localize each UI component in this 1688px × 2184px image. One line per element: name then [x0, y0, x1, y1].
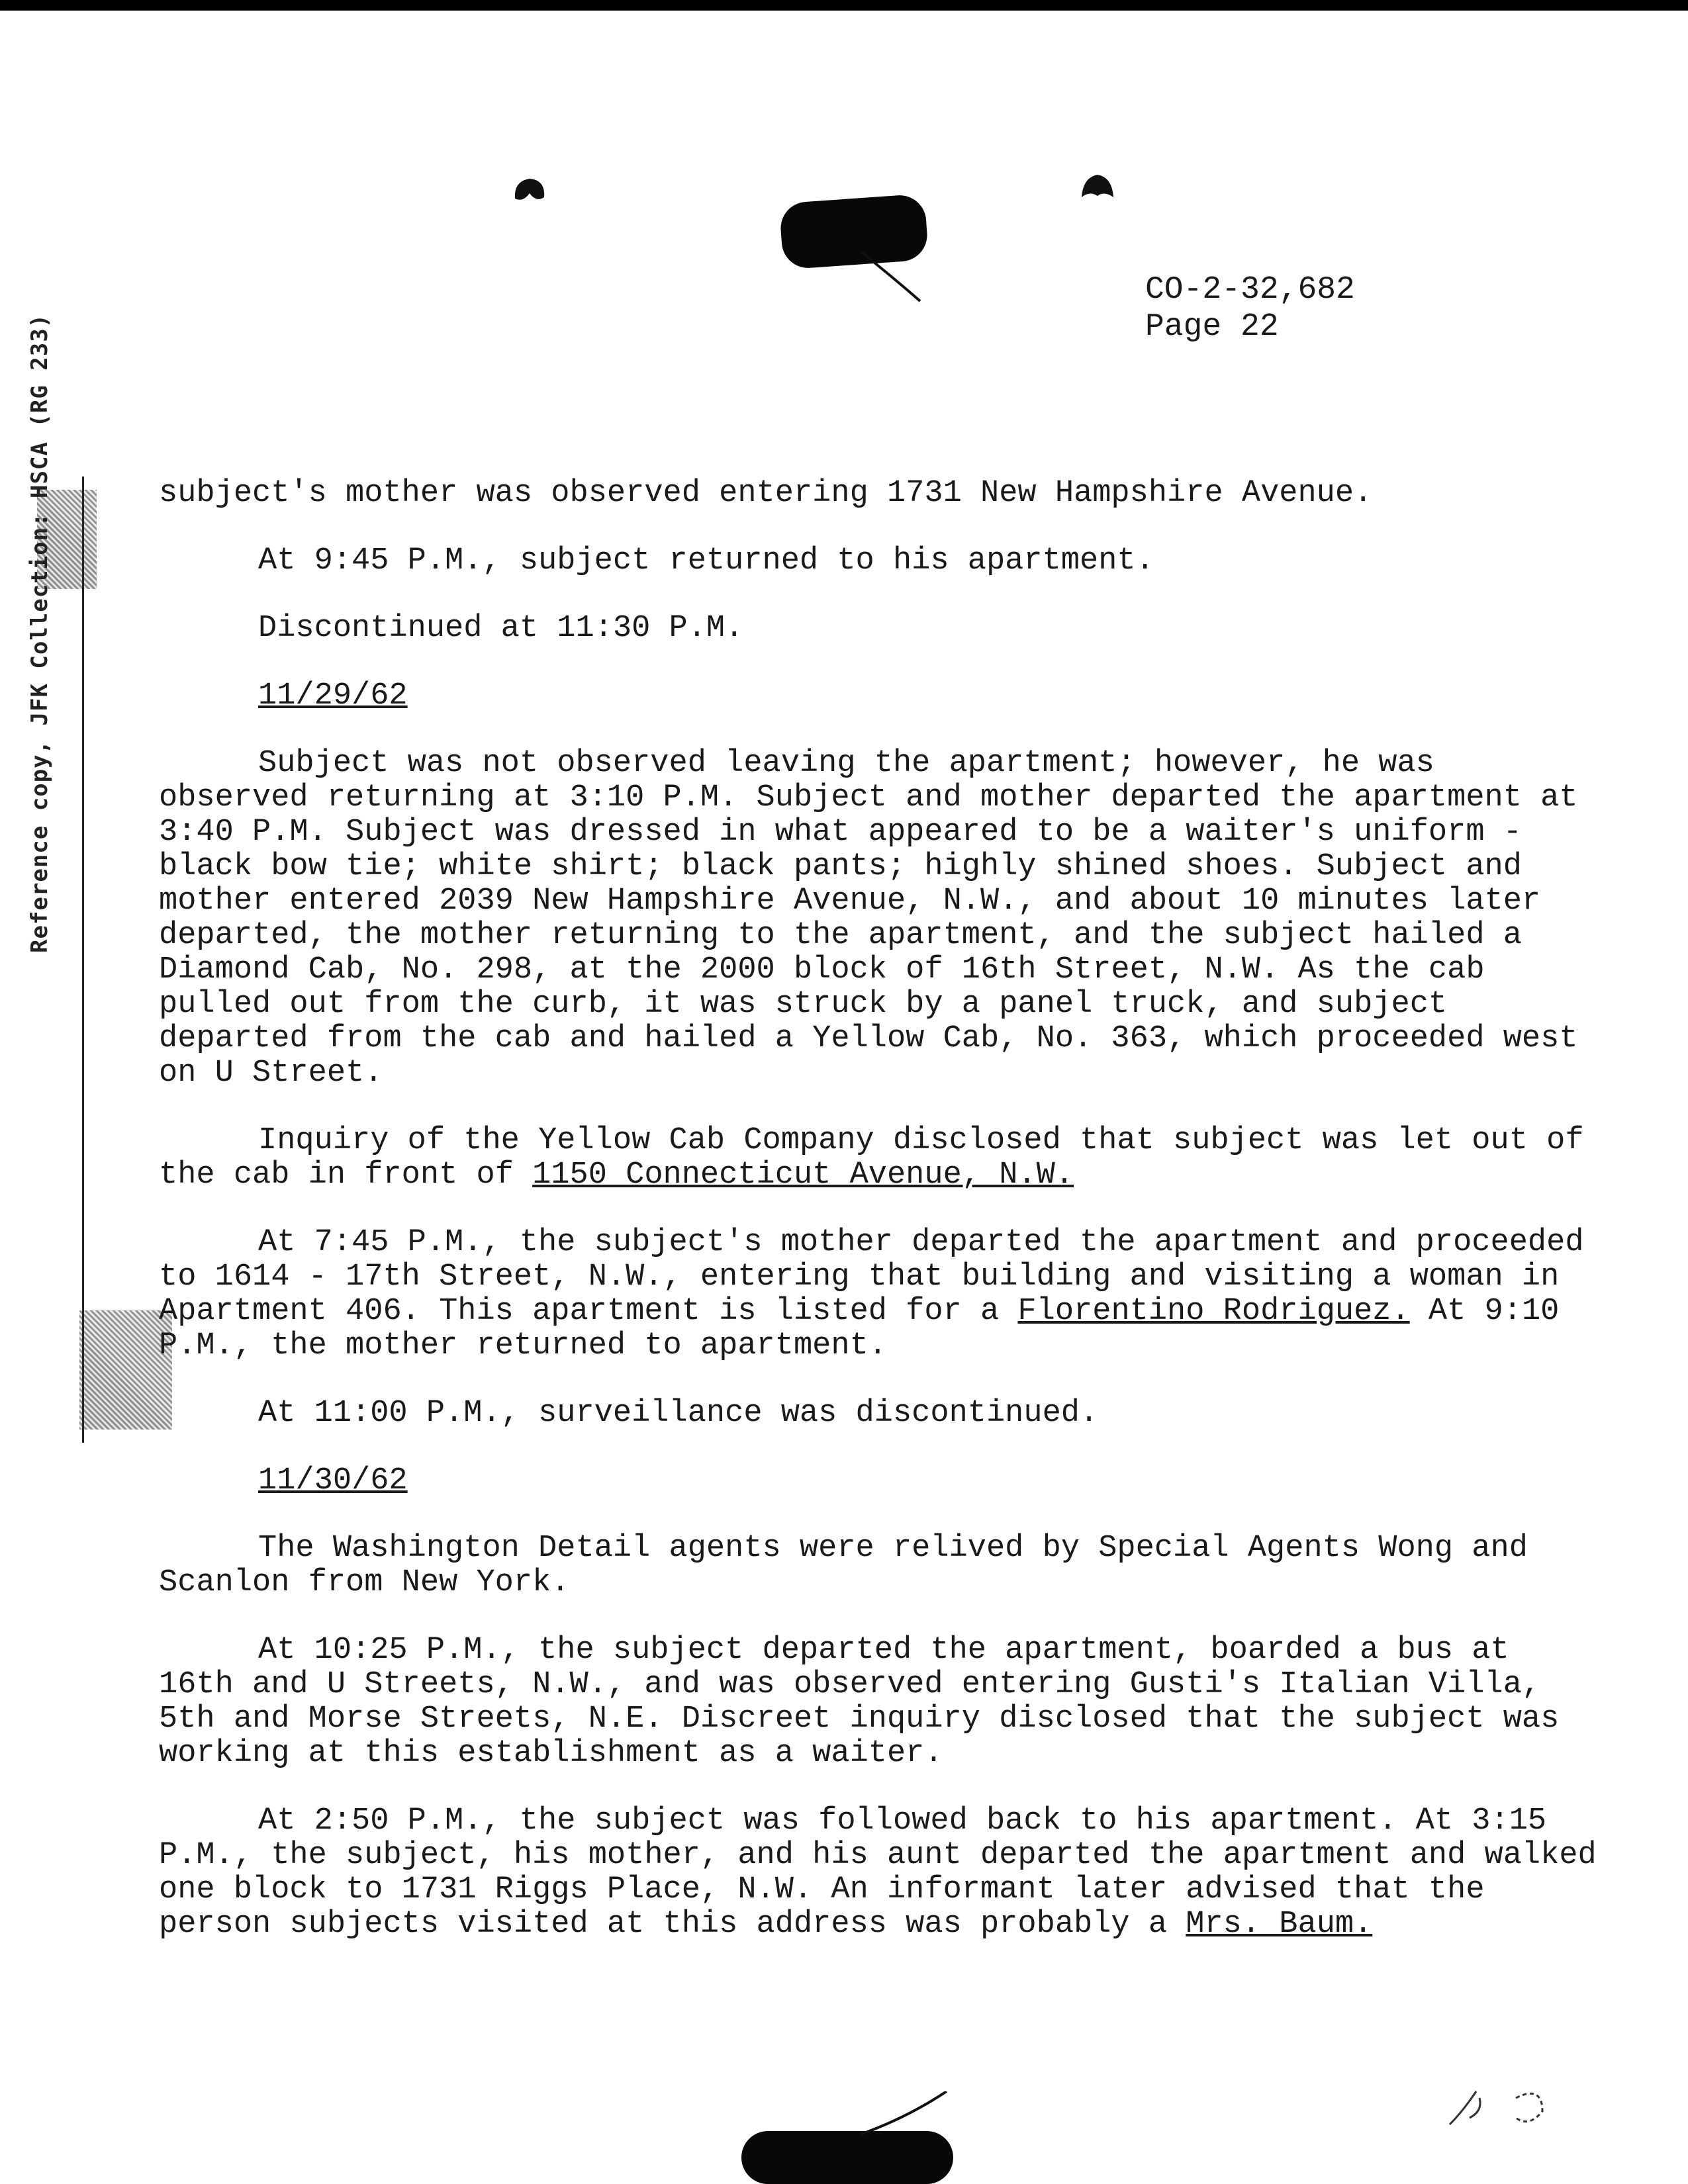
- paragraph: [159, 1226, 1602, 1363]
- date-heading: 11/30/62: [258, 1463, 408, 1498]
- paragraph: subject's mother was observed entering 1731 New Hampshire Avenue.: [159, 476, 1373, 511]
- redaction-mark-bottom: [741, 2131, 953, 2184]
- paragraph: [159, 1124, 1602, 1193]
- punch-hole-mark-left: [510, 173, 549, 206]
- punch-hole-mark-right: [1078, 171, 1117, 204]
- underlined-name: Mrs. Baum.: [1186, 1907, 1373, 1942]
- underlined-name: Florentino Rodriguez.: [1017, 1294, 1410, 1329]
- document-header: [1145, 271, 1355, 345]
- paragraph-text: At 9:10 P.M., the mother returned to apartment.: [159, 1294, 1560, 1363]
- paragraph: At 9:45 P.M., subject returned to his apartment.: [258, 543, 1154, 578]
- archival-stamp-text: Reference copy, JFK Collection: HSCA (RG 233): [26, 313, 53, 953]
- underlined-address: 1150 Connecticut Avenue, N.W.: [532, 1158, 1074, 1193]
- paragraph: At 10:25 P.M., the subject departed the apartment, boarded a bus at 16th and U Streets, N.W., and was observed entering Gusti's Italian Villa, 5th and Morse Streets, N.E. Discreet inquiry disclosed that the subject was working at this establishment as a waiter.: [159, 1633, 1560, 1771]
- document-body: [159, 477, 1602, 1975]
- page-number: Page 22: [1145, 309, 1279, 345]
- paragraph: The Washington Detail agents were relived by Special Agents Wong and Scanlon from New York.: [159, 1531, 1528, 1600]
- paragraph-text: At 7:45 P.M., the subject's mother departed the apartment and proceeded to 1614 - 17th Street, N.W., entering that building and visiting a woman in Apartment 406. This apartment is listed for a: [159, 1225, 1584, 1329]
- file-number: CO-2-32,682: [1145, 272, 1355, 308]
- paragraph: Discontinued at 11:30 P.M.: [258, 611, 744, 646]
- paragraph-text: At 2:50 P.M., the subject was followed back to his apartment. At 3:15 P.M., the subject, his mother, and his aunt departed the apartment and walked one block to 1731 Riggs Place, N.W. An informant later advised that the person subjects visited at this address was probably a: [159, 1803, 1597, 1942]
- paragraph: At 11:00 P.M., surveillance was discontinued.: [258, 1396, 1099, 1431]
- paragraph: Subject was not observed leaving the apartment; however, he was observed returning at 3:10 P.M. Subject and mother departed the apartment at 3:40 P.M. Subject was dressed in what appeared to be a waiter's uniform - black bow tie; white shirt; black pants; highly shined shoes. Subject and mother entered 2039 New Hampshire Avenue, N.W., and about 10 minutes later departed, the mother returning to the apartment, and the subject hailed a Diamond Cab, No. 298, at the 2000 block of 16th Street, N.W. As the cab pulled out from the curb, it was struck by a panel truck, and subject departed from the cab and hailed a Yellow Cab, No. 363, which proceeded west on U Street.: [159, 746, 1578, 1091]
- paragraph-text: Inquiry of the Yellow Cab Company disclosed that subject was let out of the cab in front of: [159, 1123, 1584, 1193]
- scan-top-edge: [0, 0, 1688, 11]
- handwritten-initials: [1443, 2071, 1556, 2131]
- redaction-tail: [861, 251, 927, 304]
- redaction-tail-bottom: [861, 2091, 953, 2138]
- scan-noise-bottom: [79, 1310, 172, 1430]
- paragraph: [159, 1804, 1602, 1942]
- date-heading: 11/29/62: [258, 678, 408, 713]
